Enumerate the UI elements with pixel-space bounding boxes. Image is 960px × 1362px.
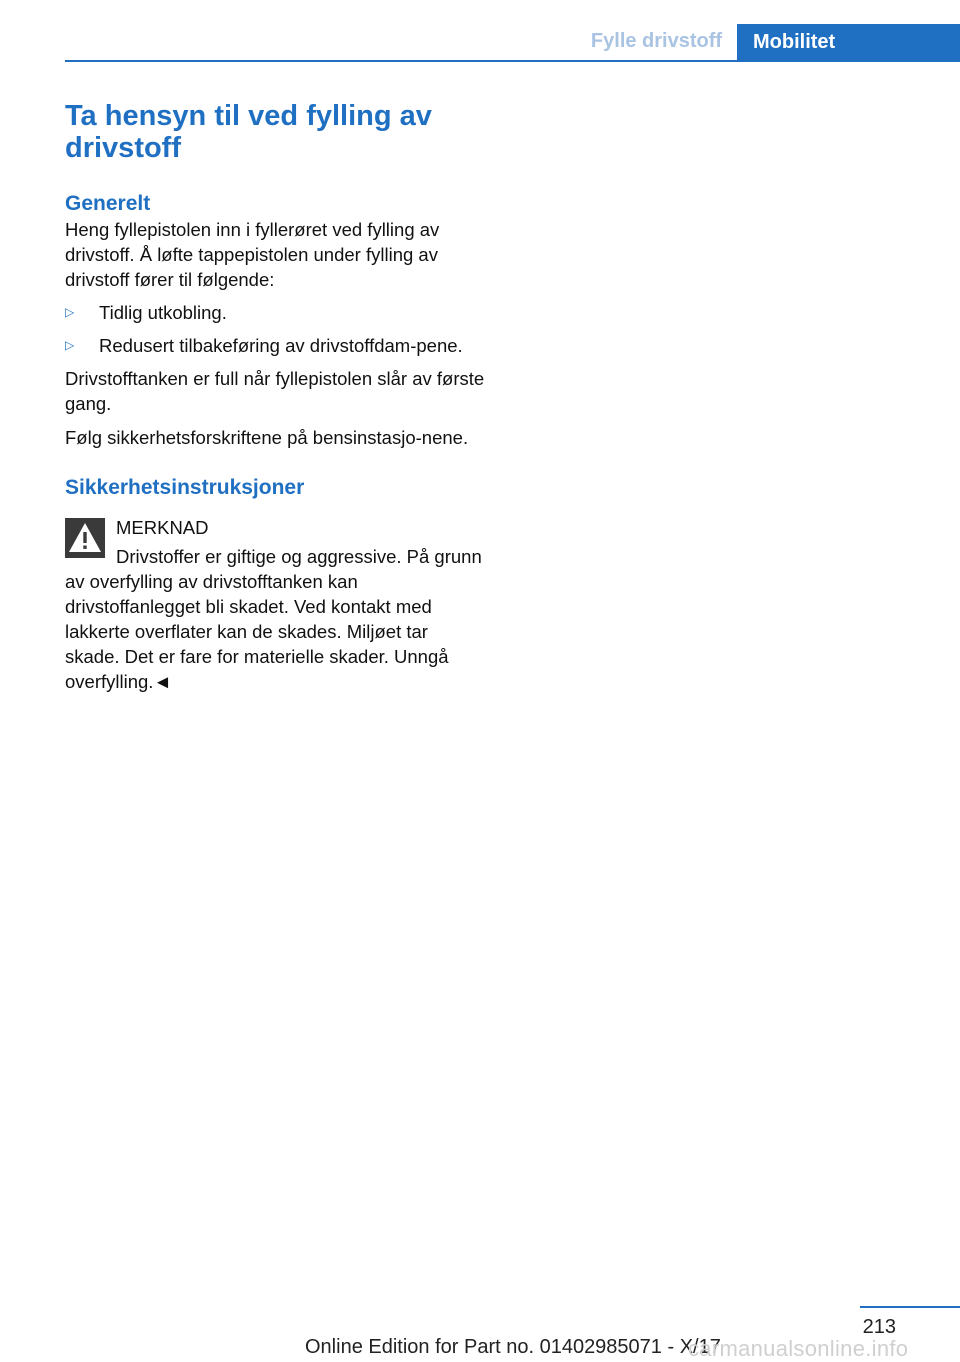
- footer-divider: [860, 1306, 960, 1308]
- list-item: [65, 300, 485, 325]
- section-heading-safety: Sikkerhetsinstruksjoner: [65, 476, 305, 499]
- notice-text: Drivstoffer er giftige og aggressive. På grunn av overfylling av drivstofftanken kan drivstoffanlegget bli skadet. Ved kontakt med lakkerte overflater kan de skades. Miljøet tar skade. Det er fare for materielle skader. Unngå overfylling.◄: [65, 546, 482, 692]
- notice-box: [65, 515, 485, 694]
- general-intro-paragraph: Heng fyllepistolen inn i fyllerøret ved fylling av drivstoff. Å løfte tappepistolen under fylling av drivstoff fører til følgende:: [65, 219, 440, 290]
- warning-triangle-icon: [65, 518, 105, 558]
- page-title: Ta hensyn til ved fylling av drivstoff: [65, 100, 432, 164]
- page-number: 213: [862, 1316, 896, 1338]
- list-item-text: Redusert tilbakeføring av drivstoffdam-pene.: [99, 335, 463, 356]
- list-item: [65, 333, 485, 358]
- triangle-right-icon: ▷: [65, 305, 75, 319]
- watermark-text: carmanualsonline.info: [688, 1336, 909, 1361]
- list-item-text: Tidlig utkobling.: [99, 302, 227, 323]
- header-divider: [65, 60, 960, 62]
- main-content: [65, 100, 485, 694]
- safety-rules-paragraph: Følg sikkerhetsforskriftene på bensinstasjo-nene.: [65, 427, 469, 448]
- notice-title: MERKNAD: [116, 517, 209, 538]
- consequence-list: [65, 300, 485, 358]
- triangle-right-icon: ▷: [65, 338, 75, 352]
- header-chapter-tab: Mobilitet: [737, 24, 960, 61]
- tank-full-paragraph: Drivstofftanken er full når fyllepistolen slår av første gang.: [65, 368, 485, 414]
- edition-note: Online Edition for Part no. 01402985071 - X/17: [305, 1336, 721, 1358]
- header-section-title: Fylle drivstoff: [590, 30, 723, 52]
- section-heading-general: Generelt: [65, 192, 151, 215]
